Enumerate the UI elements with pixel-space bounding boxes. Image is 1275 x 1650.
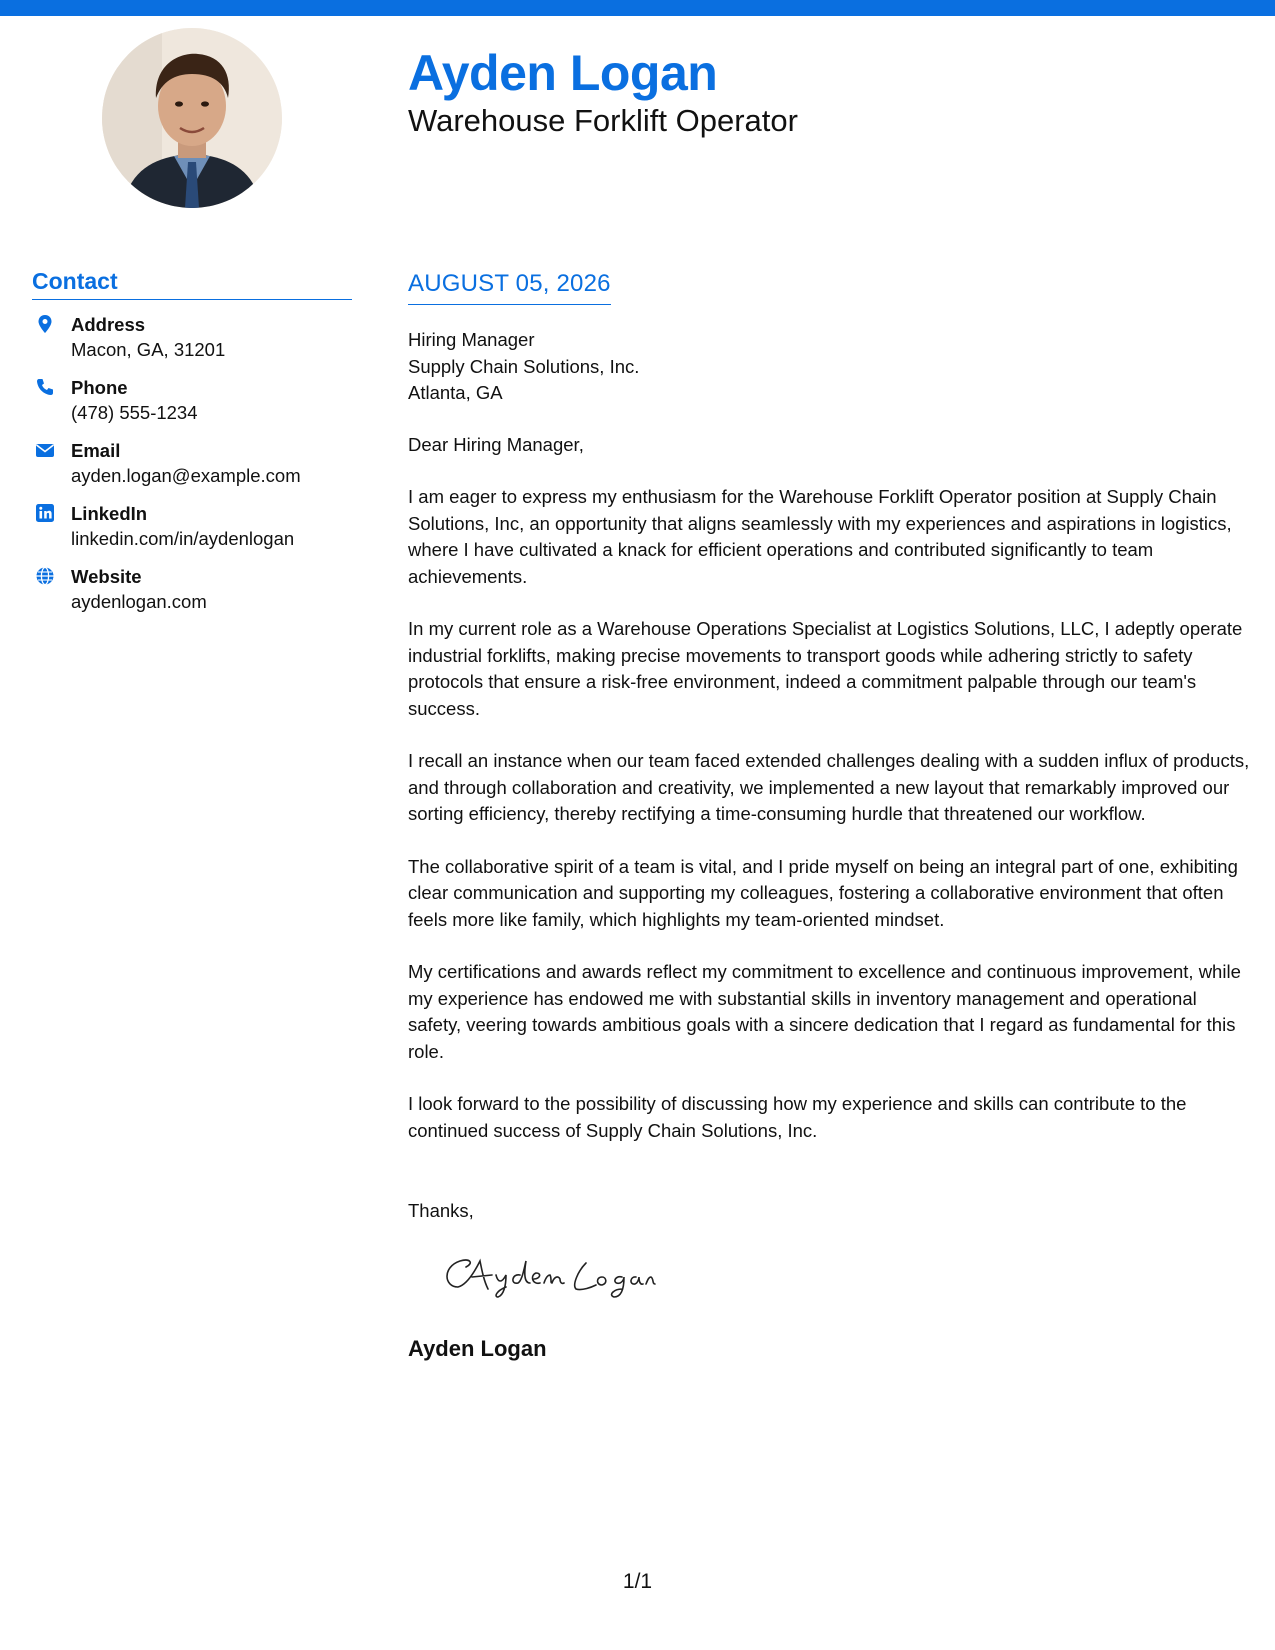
contact-label: Address: [71, 314, 146, 335]
page-number: 1/1: [622, 1570, 653, 1593]
signed-name: Ayden Logan: [408, 1335, 547, 1361]
salutation: Dear Hiring Manager,: [408, 433, 584, 455]
contact-label: Website: [71, 566, 142, 587]
handwritten-signature: [436, 1249, 656, 1301]
cover-letter: [408, 270, 1253, 1362]
contact-value: Macon, GA, 31201: [71, 339, 226, 360]
candidate-name: Ayden Logan: [408, 45, 718, 101]
contact-list: [32, 312, 352, 614]
closing: Thanks,: [408, 1200, 474, 1221]
recipient-title: Hiring Manager: [408, 329, 535, 350]
body-paragraph: My certifications and awards reflect my commitment to excellence and continuous improvement, while my experience has endowed me with substantial skills in inventory management and operational safety, veering towards ambitious goals with a sincere dedication that I regard as fundamental for this role.: [408, 961, 1241, 1062]
map-pin-icon: [35, 314, 55, 334]
body-paragraph: I recall an instance when our team faced extended challenges dealing with a sudden influx of products, and through collaboration and creativity, we implemented a new layout that remarkably improved our sorting efficiency, thereby rectifying a time-consuming hurdle that threatened our workflow.: [408, 750, 1250, 824]
contact-item-phone: [32, 375, 352, 425]
contact-item-email: [32, 438, 352, 488]
body-paragraph: The collaborative spirit of a team is vital, and I pride myself on being an integral part of one, exhibiting clear communication and supporting my colleagues, fostering a collaborative environment that often feels more like family, which highlights my team-oriented mindset.: [408, 855, 1238, 930]
linkedin-icon: [35, 503, 55, 523]
contact-heading: Contact: [32, 268, 352, 300]
contact-label: Email: [71, 440, 121, 461]
body-paragraph: I am eager to express my enthusiasm for the Warehouse Forklift Operator position at Supply Chain Solutions, Inc, an opportunity that aligns seamlessly with my experiences and aspirations in logistics, where I have cultivated a knack for efficient operations and contributed significantly to team achievements.: [408, 486, 1232, 587]
profile-photo: [102, 28, 282, 208]
contact-value[interactable]: aydenlogan.com: [71, 591, 207, 612]
contact-value: ayden.logan@example.com: [71, 465, 301, 486]
body-paragraph: I look forward to the possibility of discussing how my experience and skills can contribute to the continued success of Supply Chain Solutions, Inc.: [408, 1093, 1187, 1141]
contact-value[interactable]: linkedin.com/in/aydenlogan: [71, 528, 295, 549]
contact-item-address: [32, 312, 352, 362]
body-paragraph: In my current role as a Warehouse Operations Specialist at Logistics Solutions, LLC, I adeptly operate industrial forklifts, making precise movements to transport goods while adhering strictly to safety protocols that ensure a risk-free environment, indeed a commitment palpable through our team's success.: [408, 618, 1243, 719]
contact-item-website: [32, 564, 352, 614]
contact-label: LinkedIn: [71, 503, 148, 524]
recipient-block: [408, 327, 1253, 407]
job-title: Warehouse Forklift Operator: [408, 103, 798, 138]
contact-item-linkedin: [32, 501, 352, 551]
contact-sidebar: [32, 268, 352, 627]
recipient-company: Supply Chain Solutions, Inc.: [408, 355, 640, 377]
contact-label: Phone: [71, 377, 128, 398]
letter-date: AUGUST 05, 2026: [408, 270, 611, 305]
globe-icon: [35, 566, 55, 586]
contact-value: (478) 555-1234: [71, 402, 198, 423]
phone-icon: [35, 377, 55, 397]
recipient-location: Atlanta, GA: [408, 382, 503, 403]
top-accent-bar: [0, 0, 1275, 16]
email-icon: [35, 440, 55, 460]
